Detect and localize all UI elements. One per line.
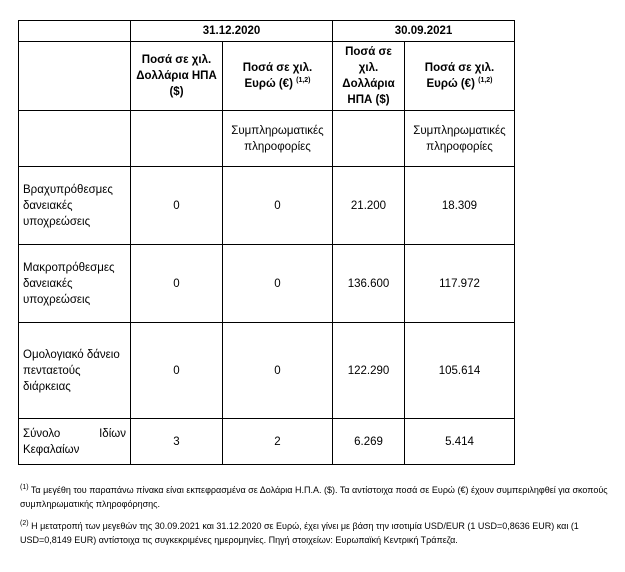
row-value-usd-2020: 0 <box>131 323 223 419</box>
empty-label-cell <box>19 111 131 167</box>
col-eur-footnote: (1,2) <box>296 77 311 85</box>
footnote-1 <box>20 483 610 511</box>
col-eur-label: Ποσά σε χιλ. Ευρώ (€) <box>242 62 313 90</box>
row-value-eur-2021: 105.614 <box>405 323 515 419</box>
row-value-eur-2021: 117.972 <box>405 245 515 323</box>
date-header-2021: 30.09.2021 <box>333 21 515 42</box>
row-value-usd-2020: 0 <box>131 245 223 323</box>
table-row <box>19 323 515 419</box>
col-eur-2021 <box>405 42 515 111</box>
footnotes <box>20 483 610 555</box>
date-header-2020: 31.12.2020 <box>131 21 333 42</box>
row-label: Ομολογιακό δάνειο πενταετούς διάρκειας <box>19 323 131 419</box>
col-eur-footnote: (1,2) <box>478 77 493 85</box>
col-eur-2020 <box>223 42 333 111</box>
footnote-mark: (1) <box>20 484 29 491</box>
row-value-eur-2020: 0 <box>223 323 333 419</box>
empty-cell <box>333 111 405 167</box>
col-usd-2020: Ποσά σε χιλ. Δολλάρια ΗΠΑ ($) <box>131 42 223 111</box>
footnote-text: Τα μεγέθη του παραπάνω πίνακα είναι εκπεφρασμένα σε Δολάρια Η.Π.Α. ($). Τα αντίστοιχα ποσά σε Ευρώ (€) έχουν συμπεριληφθεί για σκοπούς συμπληρωματικής πληροφόρησης. <box>20 485 608 509</box>
supplementary-2021: Συμπληρωματικές πληροφορίες <box>405 111 515 167</box>
row-value-eur-2020: 0 <box>223 167 333 245</box>
table-row <box>19 245 515 323</box>
row-label <box>19 419 131 465</box>
row-value-usd-2021: 6.269 <box>333 419 405 465</box>
row-value-usd-2021: 122.290 <box>333 323 405 419</box>
row-label-word: Σύνολο <box>23 427 61 440</box>
row-label-word: Ιδίων <box>99 427 126 440</box>
row-value-eur-2020: 0 <box>223 245 333 323</box>
footnote-2 <box>20 519 610 547</box>
row-value-usd-2020: 3 <box>131 419 223 465</box>
financial-table <box>18 20 515 465</box>
row-label: Μακροπρόθεσμες δανειακές υποχρεώσεις <box>19 245 131 323</box>
row-label-line2: Κεφαλαίων <box>23 443 80 456</box>
col-usd-2021: Ποσά σε χιλ. Δολλάρια ΗΠΑ ($) <box>333 42 405 111</box>
empty-cell <box>131 111 223 167</box>
row-value-eur-2021: 5.414 <box>405 419 515 465</box>
row-value-eur-2021: 18.309 <box>405 167 515 245</box>
col-eur-label: Ποσά σε χιλ. Ευρώ (€) <box>424 62 495 90</box>
table-row <box>19 419 515 465</box>
row-value-usd-2021: 136.600 <box>333 245 405 323</box>
footnote-mark: (2) <box>20 520 29 527</box>
footnote-text: Η μετατροπή των μεγεθών της 30.09.2021 και 31.12.2020 σε Ευρώ, έχει γίνει με βάση την ισοτιμία USD/EUR (1 USD=0,8636 EUR) και (1 USD=0,8149 EUR) αντίστοιχα τις συγκεκριμένες ημερομηνίες. Πηγή στοιχείων: Ευρωπαϊκή Κεντρική Τράπεζα. <box>20 521 579 545</box>
row-value-usd-2021: 21.200 <box>333 167 405 245</box>
empty-corner-cell <box>19 21 131 42</box>
row-value-eur-2020: 2 <box>223 419 333 465</box>
table-row <box>19 167 515 245</box>
supplementary-2020: Συμπληρωματικές πληροφορίες <box>223 111 333 167</box>
row-value-usd-2020: 0 <box>131 167 223 245</box>
empty-label-cell <box>19 42 131 111</box>
row-label: Βραχυπρόθεσμες δανειακές υποχρεώσεις <box>19 167 131 245</box>
